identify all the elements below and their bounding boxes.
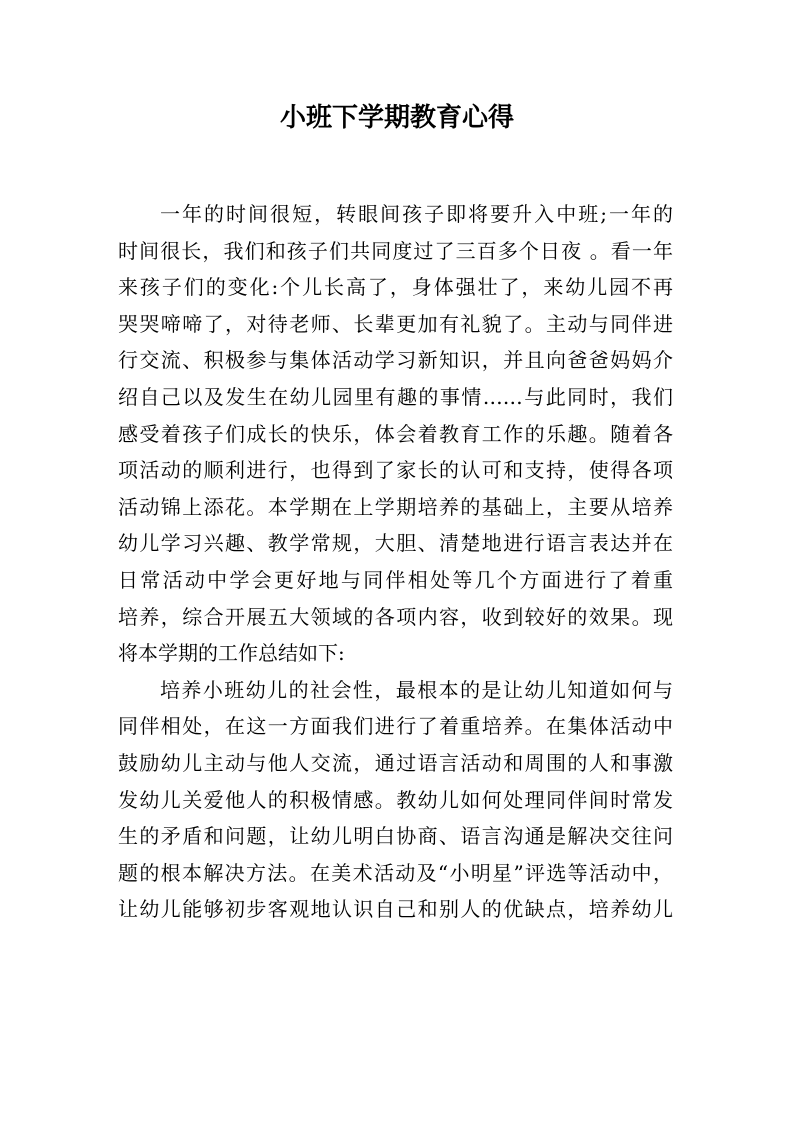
body-line: 题的根本解决方法。在美术活动及“小明星”评选等活动中， [118,860,673,885]
body-line: 幼儿学习兴趣、教学常规，大胆、清楚地进行语言表达并在 [118,531,673,556]
body-line: 时间很长，我们和孩子们共同度过了三百多个日夜 。看一年 [118,238,673,263]
body-line: 哭哭啼啼了，对待老师、长辈更加有礼貌了。主动与同伴进 [118,311,673,336]
body-line: 日常活动中学会更好地与同伴相处等几个方面进行了着重 [118,567,673,592]
body-line: 培养小班幼儿的社会性，最根本的是让幼儿知道如何与 [160,677,673,702]
body-line: 培养，综合开展五大领域的各项内容，收到较好的效果。现 [118,604,673,629]
body-line: 绍自己以及发生在幼儿园里有趣的事情……与此同时，我们 [118,384,673,409]
body-line: 来孩子们的变化:个儿长高了，身体强壮了，来幼儿园不再 [118,275,673,300]
body-line: 发幼儿关爱他人的积极情感。教幼儿如何处理同伴间时常发 [118,787,673,812]
body-line: 项活动的顺利进行，也得到了家长的认可和支持，使得各项 [118,458,673,483]
body-line: 让幼儿能够初步客观地认识自己和别人的优缺点，培养幼儿 [118,897,673,922]
body-line: 将本学期的工作总结如下: [118,641,345,666]
body-line: 鼓励幼儿主动与他人交流，通过语言活动和周围的人和事激 [118,750,673,775]
body-line: 活动锦上添花。本学期在上学期培养的基础上，主要从培养 [118,494,673,519]
document-body [118,196,673,928]
body-line: 同伴相处，在这一方面我们进行了着重培养。在集体活动中 [118,714,673,739]
body-line: 一年的时间很短，转眼间孩子即将要升入中班;一年的 [160,202,673,226]
body-line: 感受着孩子们成长的快乐，体会着教育工作的乐趣。随着各 [118,421,673,446]
body-line: 行交流、积极参与集体活动学习新知识，并且向爸爸妈妈介 [118,348,673,373]
body-line: 生的矛盾和问题，让幼儿明白协商、语言沟通是解决交往问 [118,824,673,849]
document-title: 小班下学期教育心得 [279,103,514,133]
